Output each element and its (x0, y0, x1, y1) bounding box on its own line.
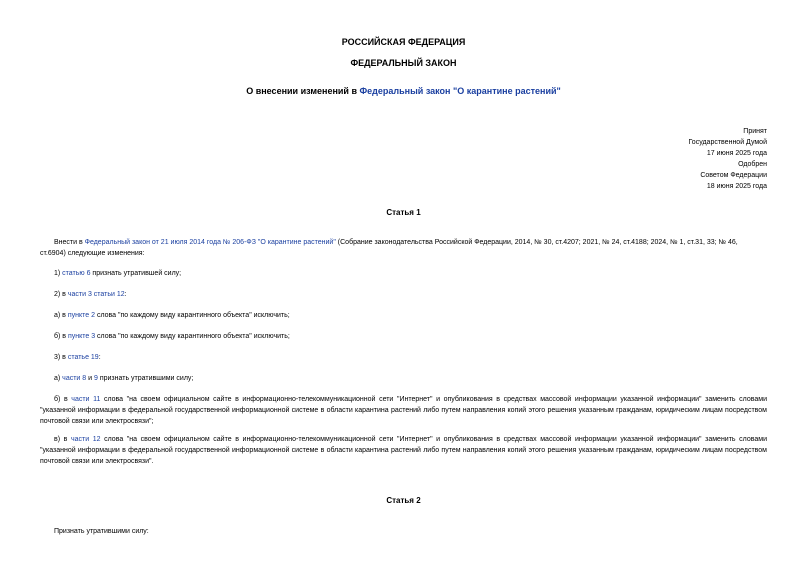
item3-link[interactable]: статье 19 (67, 354, 99, 361)
item2a-prefix: а) в (54, 312, 68, 319)
item-1 (54, 268, 181, 279)
law-title (0, 86, 807, 96)
item-2 (54, 289, 127, 300)
law-title-link[interactable]: Федеральный закон "О карантине растений" (359, 86, 561, 96)
intro-prefix: Внести в (54, 239, 85, 246)
item1-num: 1) (54, 270, 63, 277)
article2-intro: Признать утратившими силу: (54, 528, 149, 535)
item2-link-article[interactable]: статьи 12 (93, 291, 125, 298)
law-type-heading: ФЕДЕРАЛЬНЫЙ ЗАКОН (350, 58, 457, 68)
approved-by: Советом Федерации (700, 172, 767, 179)
item3b-link[interactable]: части 11 (71, 396, 101, 403)
item-3b (40, 394, 767, 427)
article1-heading: Статья 1 (386, 208, 421, 217)
item2-rest: : (124, 291, 127, 298)
item2a-rest: слова "по каждому виду карантинного объекта" исключить; (95, 312, 290, 319)
intro-law-link[interactable]: Федеральный закон от 21 июля 2014 года № 206-ФЗ "О карантине растений" (84, 239, 336, 246)
intro-rest: (Собрание законодательства Российской Федерации, 2014, № 30, ст.4207; 2021, № 24, ст.4188; 2024, № 1, ст.31, 33; № 46, (335, 239, 738, 246)
country-heading: РОССИЙСКАЯ ФЕДЕРАЦИЯ (341, 37, 466, 47)
item3c-prefix: в) в (54, 436, 71, 443)
item-3 (54, 352, 101, 363)
item1-link[interactable]: статью 6 (62, 270, 91, 277)
adoption-block (688, 126, 767, 192)
article1-intro (40, 237, 767, 259)
law-title-prefix: О внесении изменений в (246, 86, 360, 96)
item3b-rest: слова "на своем официальном сайте в информационно-телекоммуникационной сети "Интернет" и опубликования в средствах массовой информации указанной информации" заменить словами "указанной информации в федеральной государственной информационной системе в области карантина растений либо путем направления копий этого решения указанным гражданам, юридическим лицам посредством почтовой связи или электросвязи"; (40, 396, 767, 425)
item2a-link[interactable]: пункте 2 (67, 312, 95, 319)
article2-heading: Статья 2 (386, 496, 421, 505)
item3c-link[interactable]: части 12 (70, 436, 101, 443)
item3a-prefix: а) (54, 375, 63, 382)
item3a-rest: признать утратившими силу; (97, 375, 194, 382)
item2-prefix: 2) в (54, 291, 68, 298)
item2-link-part[interactable]: части 3 (67, 291, 92, 298)
item3-prefix: 3) в (54, 354, 68, 361)
item3b-prefix: б) в (54, 396, 72, 403)
item3a-mid: и (86, 375, 94, 382)
item3a-link-9[interactable]: 9 (93, 375, 98, 382)
item-2b (54, 331, 290, 342)
item2b-link[interactable]: пункте 3 (67, 333, 96, 340)
item-2a (54, 310, 290, 321)
approved-date: 18 июня 2025 года (706, 183, 767, 190)
item-3a (54, 373, 193, 384)
item1-rest: признать утратившей силу; (90, 270, 182, 277)
item2b-rest: слова "по каждому виду карантинного объекта" исключить; (95, 333, 290, 340)
item3a-link-8[interactable]: части 8 (62, 375, 87, 382)
accepted-label: Принят (743, 128, 767, 135)
item2b-prefix: б) в (54, 333, 68, 340)
item3c-rest: слова "на своем официальном сайте в информационно-телекоммуникационной сети "Интернет" и опубликования в средствах массовой информации указанной информации" заменить словами "указанной информации в федеральной государственной информационной системе в области карантина растений либо путем направления копий этого решения указанным гражданам, юридическим лицам посредством почтовой связи или электросвязи". (40, 436, 767, 465)
intro-line2: ст.6904) следующие изменения: (40, 250, 145, 257)
accepted-by: Государственной Думой (688, 139, 767, 146)
accepted-date: 17 июня 2025 года (706, 150, 767, 157)
item3-rest: : (98, 354, 101, 361)
approved-label: Одобрен (738, 161, 767, 168)
item-3c (40, 434, 767, 467)
